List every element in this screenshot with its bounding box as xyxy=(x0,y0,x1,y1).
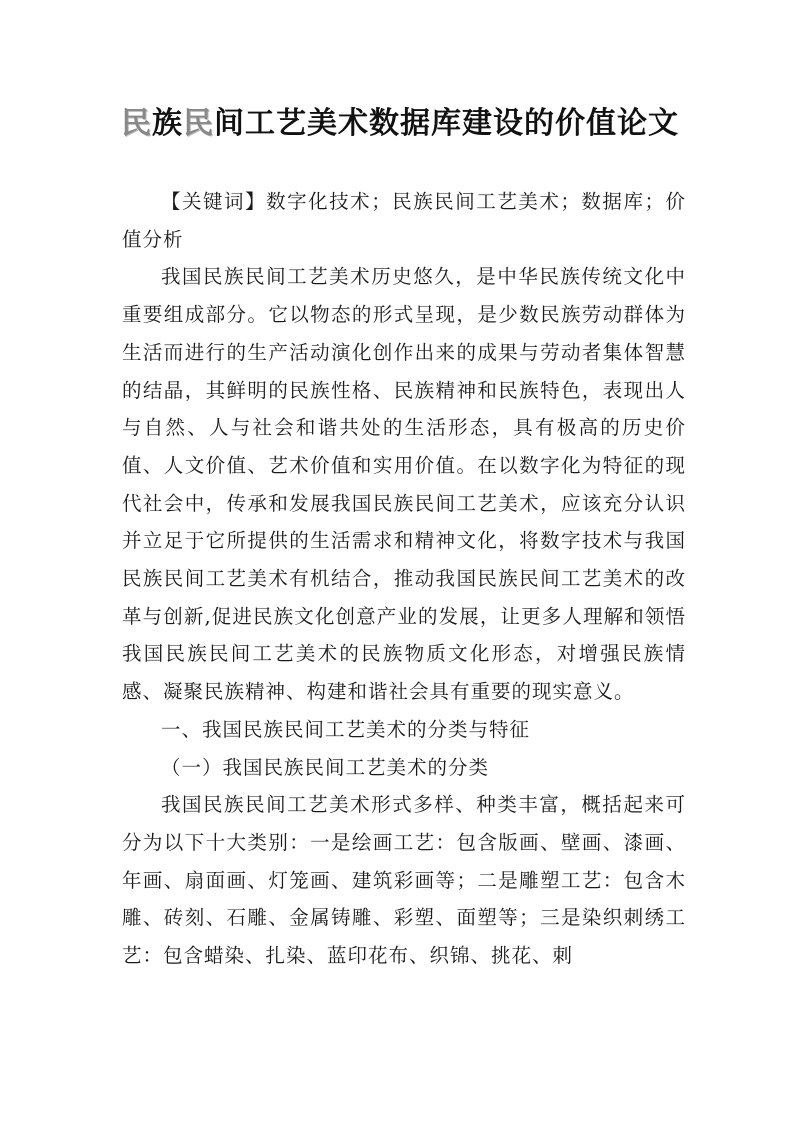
keywords-paragraph: 【关键词】数字化技术；民族民间工艺美术；数据库；价值分析 xyxy=(122,190,686,251)
subsection-heading: （一）我国民族民间工艺美术的分类 xyxy=(161,755,490,779)
document-body xyxy=(122,183,686,975)
section-heading: 一、我国民族民间工艺美术的分类与特征 xyxy=(161,717,531,741)
classification-paragraph: 我国民族民间工艺美术形式多样、种类丰富，概括起来可分为以下十大类别：一是绘画工艺：包含版画、壁画、漆画、年画、扇面画、灯笼画、建筑彩画等；二是雕塑工艺：包含木雕、砖刻、石雕、金属铸雕、彩塑、面塑等；三是染织刺绣工艺：包含蜡染、扎染、蓝印花布、织锦、挑花、刺 xyxy=(122,793,686,968)
document-title xyxy=(0,98,800,142)
title-highlight-2: 民 xyxy=(183,106,214,141)
title-text-1: 族 xyxy=(152,106,183,141)
intro-paragraph: 我国民族民间工艺美术历史悠久，是中华民族传统文化中重要组成部分。它以物态的形式呈现，是少数民族劳动群体为生活而进行的生产活动演化创作出来的成果与劳动者集体智慧的结晶，其鲜明的民族性格、民族精神和民族特色，表现出人与自然、人与社会和谐共处的生活形态，具有极高的历史价值、人文价值、艺术价值和实用价值。在以数字化为特征的现代社会中，传承和发展我国民族民间工艺美术，应该充分认识并立足于它所提供的生活需求和精神文化，将数字技术与我国民族民间工艺美术有机结合，推动我国民族民间工艺美术的改革与创新,促进民族文化创意产业的发展，让更多人理解和领悟我国民族民间工艺美术的民族物质文化形态，对增强民族情感、凝聚民族精神、构建和谐社会具有重要的现实意义。 xyxy=(122,265,686,704)
title-highlight-1: 民 xyxy=(121,106,152,141)
title-text-2: 间工艺美术数据库建设的价值论文 xyxy=(214,106,679,141)
